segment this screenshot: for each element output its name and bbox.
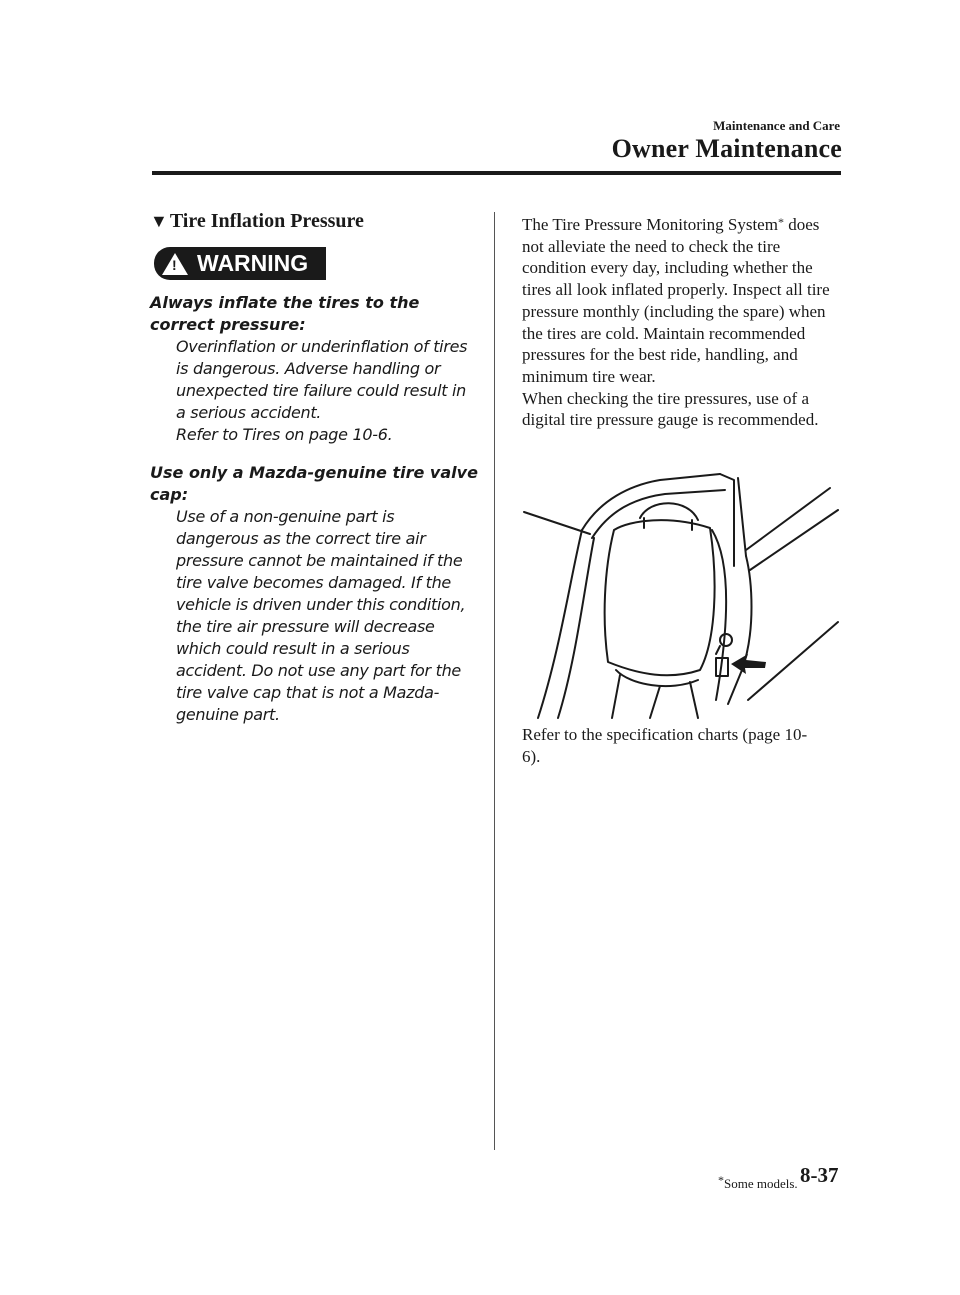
warning-body: Overinflation or underinflation of tires is dangerous. Adverse handling or unexpected tire failure could result in a serious accident. xyxy=(176,337,468,422)
running-header-section: Maintenance and Care xyxy=(713,118,840,133)
footer-note xyxy=(718,1173,798,1192)
section-heading xyxy=(150,210,480,233)
warning-title: Use only a Mazda-genuine tire valve cap: xyxy=(150,463,478,504)
right-column xyxy=(522,212,842,431)
section-heading-text: Tire Inflation Pressure xyxy=(169,210,364,232)
down-triangle-icon: ▼ xyxy=(150,211,168,231)
running-header-title: Owner Maintenance xyxy=(611,134,842,163)
warning-item xyxy=(150,462,480,726)
tpms-lead: The Tire Pressure Monitoring System xyxy=(522,215,778,234)
header-rule xyxy=(152,171,841,175)
gauge-paragraph: When checking the tire pressures, use of a digital tire pressure gauge is recommended. xyxy=(522,388,819,430)
warning-label: WARNING xyxy=(197,250,309,276)
left-column xyxy=(150,210,480,742)
footer-star: * xyxy=(718,1173,724,1187)
page-number: 8-37 xyxy=(800,1163,839,1187)
tpms-rest: does not alleviate the need to check the tire condition every day, including whether the tires all look inflated properly. Inspect all tire pressure monthly (including the spare) when the tires are cold. Maintain recommended pressures for the best ride, handling, and minimum tire wear. xyxy=(522,215,830,386)
column-divider xyxy=(494,212,495,1150)
tire-label-illustration xyxy=(520,470,840,720)
warning-item xyxy=(150,292,480,446)
reference-paragraph: Refer to the specification charts (page 10-6). xyxy=(522,725,808,766)
tpms-paragraph xyxy=(522,212,842,388)
some-models-star: * xyxy=(777,215,784,229)
warning-badge xyxy=(154,247,326,280)
footer-note-text: Some models. xyxy=(724,1176,798,1191)
warning-reference: Refer to Tires on page 10-6. xyxy=(176,425,393,444)
pointer-arrow-icon xyxy=(731,654,766,674)
warning-triangle-icon: ! xyxy=(162,253,188,275)
warning-body: Use of a non-genuine part is dangerous as the correct tire air pressure cannot be maintained if the tire valve becomes damaged. If the vehicle is driven under this condition, the tire air pressure will decrease which could result in a serious accident. Do not use any part for the tire valve cap that is not a Mazda-genuine part. xyxy=(176,507,466,724)
warning-title: Always inflate the tires to the correct pressure: xyxy=(150,293,420,334)
